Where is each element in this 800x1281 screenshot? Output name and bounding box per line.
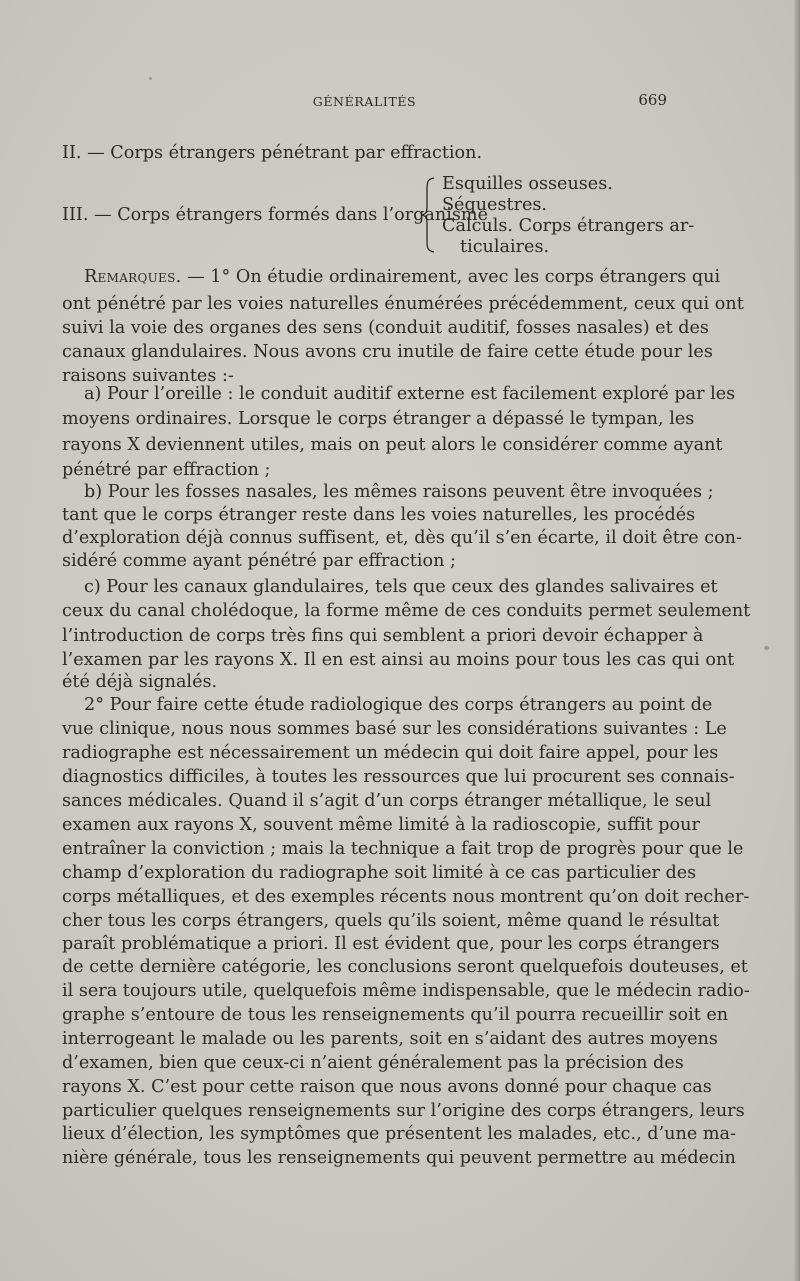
iii-list-item: Esquilles osseuses. [442, 174, 613, 194]
body-line: b) Pour les fosses nasales, les mêmes raisons peuvent être invoquées ; [84, 482, 714, 502]
body-line: l’examen par les rayons X. Il en est ainsi au moins pour tous les cas qui ont [62, 650, 735, 670]
body-line [62, 265, 721, 289]
body-line: particulier quelques renseignements sur l’origine des corps étrangers, leurs [62, 1101, 745, 1121]
classification-item-iii: III. — Corps étrangers formés dans l’organisme [62, 205, 488, 225]
body-line: de cette dernière catégorie, les conclusions seront quelquefois douteuses, et [62, 957, 748, 977]
body-line: sances médicales. Quand il s’agit d’un corps étranger métallique, le seul [62, 791, 712, 811]
body-line: lieux d’élection, les symptômes que présentent les malades, etc., d’une ma- [62, 1124, 736, 1144]
body-line: 2° Pour faire cette étude radiologique des corps étrangers au point de [84, 695, 713, 715]
body-line: l’introduction de corps très fins qui semblent a priori devoir échapper à [62, 626, 704, 646]
curly-brace-icon [420, 176, 438, 254]
body-line: c) Pour les canaux glandulaires, tels que ceux des glandes salivaires et [84, 577, 718, 597]
body-line: radiographe est nécessairement un médecin qui doit faire appel, pour les [62, 743, 719, 763]
body-line: moyens ordinaires. Lorsque le corps étranger a dépassé le tympan, les [62, 409, 695, 429]
body-line: examen aux rayons X, souvent même limité à la radioscopie, suffit pour [62, 815, 700, 835]
body-line: interrogeant le malade ou les parents, soit en s’aidant des autres moyens [62, 1029, 718, 1049]
body-line: paraît problématique a priori. Il est évident que, pour les corps étrangers [62, 934, 720, 954]
body-line: graphe s’entoure de tous les renseignements qu’il pourra recueillir soit en [62, 1005, 729, 1025]
body-line: cher tous les corps étrangers, quels qu’ils soient, même quand le résultat [62, 911, 720, 931]
body-line: vue clinique, nous nous sommes basé sur les considérations suivantes : Le [62, 719, 727, 739]
body-line: ont pénétré par les voies naturelles énumérées précédemment, ceux qui ont [62, 294, 744, 314]
running-head: GÉNÉRALITÉS [312, 94, 417, 109]
body-line: entraîner la conviction ; mais la technique a fait trop de progrès pour que le [62, 839, 744, 859]
body-line: suivi la voie des organes des sens (conduit auditif, fosses nasales) et des [62, 318, 709, 338]
body-line: ceux du canal cholédoque, la forme même de ces conduits permet seulement [62, 601, 751, 621]
remarques-label: Remarques. [84, 267, 182, 287]
body-line-text: — 1° On étudie ordinairement, avec les corps étrangers qui [187, 267, 721, 287]
iii-list-item: Séquestres. [442, 195, 548, 215]
body-line: rayons X. C’est pour cette raison que nous avons donné pour chaque cas [62, 1077, 712, 1097]
body-line: canaux glandulaires. Nous avons cru inutile de faire cette étude pour les [62, 342, 713, 362]
ink-speck [764, 646, 769, 650]
page-edge-shadow [794, 0, 800, 1281]
body-line: d’examen, bien que ceux-ci n’aient généralement pas la précision des [62, 1053, 684, 1073]
body-line: nière générale, tous les renseignements qui peuvent permettre au médecin [62, 1148, 736, 1168]
page-number: 669 [638, 91, 667, 109]
body-line: raisons suivantes :- [62, 366, 234, 386]
body-line: corps métalliques, et des exemples récents nous montrent qu’on doit recher- [62, 887, 750, 907]
body-line: pénétré par effraction ; [62, 460, 271, 480]
body-line: a) Pour l’oreille : le conduit auditif externe est facilement exploré par les [84, 384, 736, 404]
classification-item-ii: II. — Corps étrangers pénétrant par effraction. [62, 143, 483, 163]
body-line: tant que le corps étranger reste dans les voies naturelles, les procédés [62, 505, 696, 525]
body-line: sidéré comme ayant pénétré par effraction ; [62, 551, 456, 571]
body-line: été déjà signalés. [62, 672, 218, 692]
body-line: champ d’exploration du radiographe soit limité à ce cas particulier des [62, 863, 697, 883]
page-header [62, 91, 667, 113]
body-line: il sera toujours utile, quelquefois même indispensable, que le médecin radio- [62, 981, 750, 1001]
body-line: d’exploration déjà connus suffisent, et, dès qu’il s’en écarte, il doit être con- [62, 528, 742, 548]
iii-list-item: ticulaires. [460, 237, 550, 257]
ink-speck [149, 77, 152, 80]
body-line: diagnostics difficiles, à toutes les ressources que lui procurent ses connais- [62, 767, 735, 787]
body-line: rayons X deviennent utiles, mais on peut alors le considérer comme ayant [62, 435, 723, 455]
iii-list-item: Calculs. Corps étrangers ar- [442, 216, 695, 236]
